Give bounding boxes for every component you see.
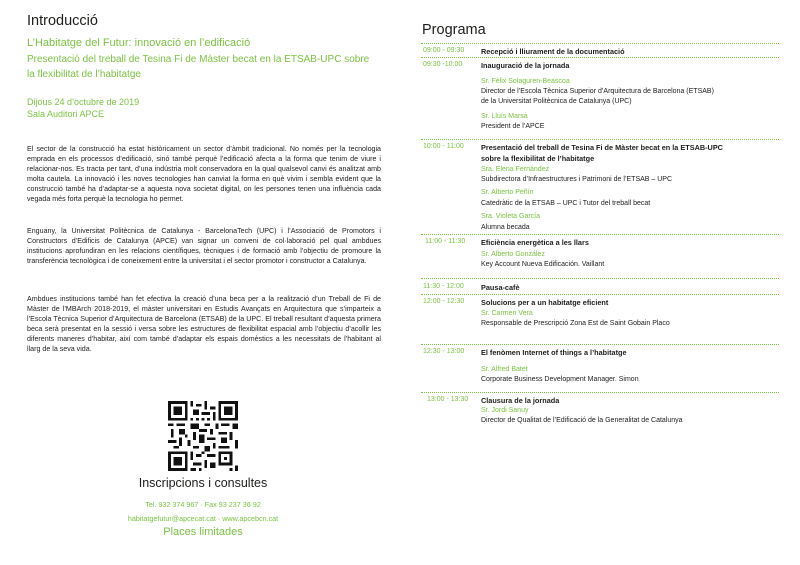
slot-title: Recepció i lliurament de la documentació <box>481 47 625 56</box>
separator <box>421 43 779 44</box>
contact-phone: Tel. 932 374 967 · Fax 93 237 36 92 <box>145 500 261 509</box>
speaker-name: Sr. Alberto Peñín <box>481 189 534 196</box>
speaker-name: Sra. Violeta García <box>481 213 541 220</box>
event-date-venue <box>27 96 139 120</box>
speaker-name: Sr. Jordi Sanuy <box>481 407 529 414</box>
speaker-name: Sr. Alberto González <box>481 251 545 258</box>
speaker-role: Alumna becada <box>481 224 530 231</box>
speaker-role: Director de l’Escola Tècnica Superior d’Arquitectura de Barcelona (ETSAB) <box>481 88 714 95</box>
slot-time: 09:30 -10:00 <box>423 61 463 68</box>
slot-time: 13:00 - 13:30 <box>427 396 469 403</box>
speaker-name: Sr. Lluís Marsà <box>481 113 528 120</box>
contact-email: habitatgefutur@apcecat.cat · www.apcebcn.cat <box>127 514 279 523</box>
speaker-role: President de l’APCE <box>481 123 545 130</box>
separator <box>421 139 779 140</box>
slot-time: 12:00 - 12:30 <box>423 298 465 305</box>
speaker-role: de la Universitat Politècnica de Catalunya (UPC) <box>481 98 632 105</box>
contact-heading: Inscripcions i consultes <box>138 476 268 490</box>
slot-title: Eficiència energètica a les llars <box>481 238 589 247</box>
separator <box>421 278 779 279</box>
event-date: Dijous 24 d’octubre de 2019 <box>27 97 140 107</box>
intro-paragraph-1: El sector de la construcció ha estat històricament un sector d’àmbit tradicional. No només per la tecnologia emprada en els processos d’edificació, sinó també perquè l’edificació afecta a la forma que tenim de viure i relacionar-nos. Es tracta per tant, d’una indústria molt conservadora en la qual qualsevol canvi és analitzat amb molta cautela. La innovació i les noves tecnologies han canviat la forma en què vivim i sembla evident que la construcció també ha d’adaptar-se a aquesta nova societat digital, on les persones tenen una influència cada vegada més forta perquè la tecnologia ho permet. <box>27 145 381 203</box>
intro-heading: Introducció <box>27 13 98 29</box>
slot-title: Solucions per a un habitatge eficient <box>481 298 609 307</box>
speaker-role: Key Account Nueva Edificación. Vaillant <box>481 261 605 268</box>
separator <box>421 392 779 393</box>
slot-title: Presentació del treball de Tesina Fi de Màster becat en la ETSAB-UPC <box>481 143 723 152</box>
speaker-role: Corporate Business Development Manager. Simon <box>481 376 639 383</box>
speaker-name: Sr. Fèlix Solaguren-Beascoa <box>481 78 570 85</box>
separator <box>421 294 779 295</box>
speaker-name: Sr. Carmen Vera <box>481 310 533 317</box>
slot-title: Clausura de la jornada <box>481 396 560 405</box>
slot-time: 10:00 - 11:00 <box>423 143 464 150</box>
slot-title: sobre la flexibilitat de l’habitatge <box>481 154 595 163</box>
intro-paragraph-2: Enguany, la Universitat Politècnica de Catalunya - BarcelonaTech (UPC) i l’Associació de Promotors i Constructors d’Edificis de Catalunya (APCE) van signar un conveni de col·laboració pel qual ambdues institucions aprofundiran en les relacions científiques, tècniques i de formació amb l’objectiu de promoure la transferència tecnològica i de coneixement entre la universitat i el sector promotor i constructor a Catalunya. <box>27 227 381 265</box>
speaker-name: Sr. Alfred Batet <box>481 366 528 373</box>
slot-time: 09:00 - 09:30 <box>423 47 465 54</box>
qr-code-icon <box>168 401 238 471</box>
speaker-name: Sra. Elena Fernández <box>481 166 550 173</box>
speaker-role: Responsable de Prescripció Zona Est de Saint Gobain Placo <box>481 320 670 327</box>
slot-time: 11:00 - 11:30 <box>425 238 466 245</box>
slot-title: El fenòmen Internet of things a l’habitatge <box>481 348 627 357</box>
event-venue: Sala Auditori APCE <box>27 109 105 119</box>
separator <box>421 57 779 58</box>
event-title: L’Habitatge del Futur: innovació en l’edificació <box>27 37 251 49</box>
separator <box>421 344 779 345</box>
speaker-role: Director de Qualitat de l’Edificació de la Generalitat de Catalunya <box>481 417 683 424</box>
slot-time: 12:30 - 13:00 <box>423 348 465 355</box>
slot-title: Pausa-cafè <box>481 283 520 292</box>
separator <box>421 234 779 235</box>
event-subtitle: Presentació del treball de Tesina Fi de Màster becat en la ETSAB-UPC sobre la flexibilitat de l’habitatge <box>27 54 370 80</box>
slot-time: 11:30 - 12:00 <box>423 283 464 290</box>
speaker-role: Catedràtic de la ETSAB – UPC i Tutor del treball becat <box>481 200 651 207</box>
programa-heading: Programa <box>422 22 486 38</box>
speaker-role: Subdirectora d’Infraestructures i Patrimoni de l’ETSAB – UPC <box>481 176 673 183</box>
intro-paragraph-3: Ambdues institucions també han fet efectiva la creació d’una beca per a la realització d’un Treball de Fi de Màster de l’MBArch 2018-2019, el màster universitari en Estudis Avançats en Arquitectura que s’imparteix a l’Escola Tècnica Superior d’Arquitectura de Barcelona (ETSAB) de la UPC. El treball resultant d’aquesta primera beca serà presentat en la sessió i versa sobre les estructures de flexibilitat espacial amb l’objectiu d’acollir les diferents maneres d’habitar, així com també d’adaptar els espais domèstics a les necessitats de l’habitant al llarg de la seva vida. <box>27 295 381 353</box>
places-limitades-note: Places limitades <box>163 526 243 538</box>
slot-title: Inauguració de la jornada <box>481 61 570 70</box>
